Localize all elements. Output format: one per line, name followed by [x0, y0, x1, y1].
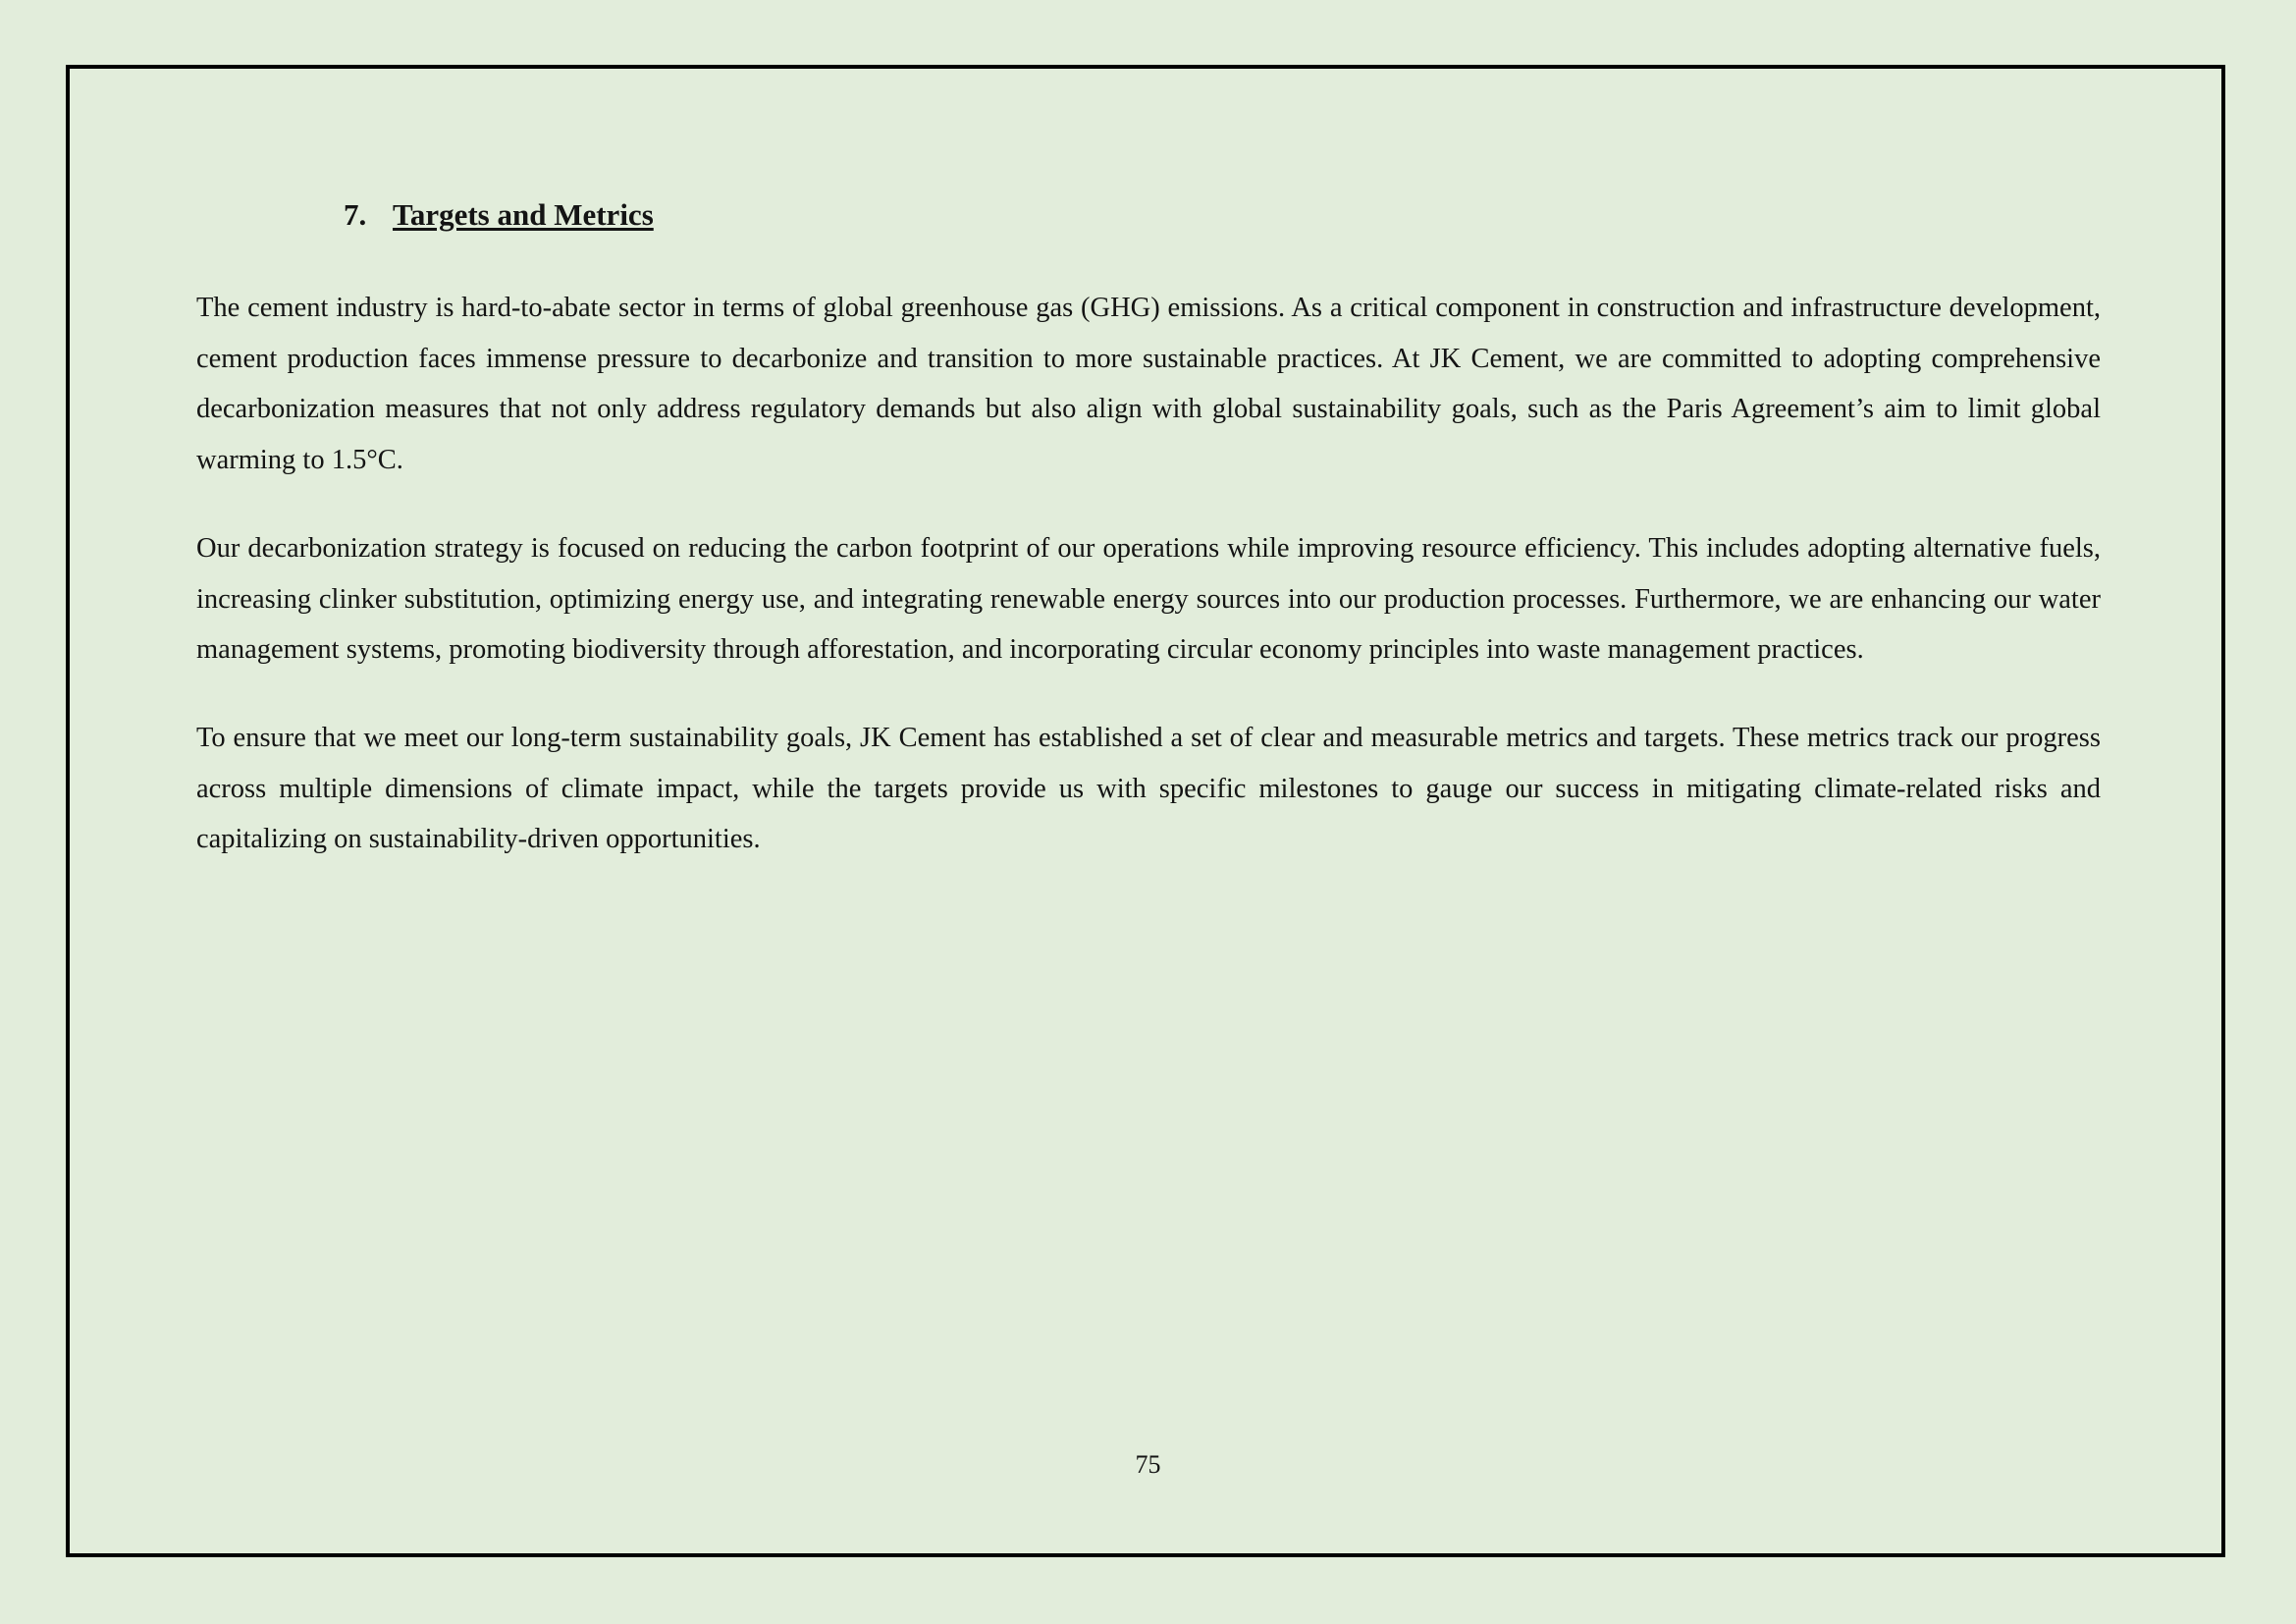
- paragraph-intro: The cement industry is hard-to-abate sector in terms of global greenhouse gas (GHG) emissions. As a critical component in construction and infrastructure development, cement production faces immense pressure to decarbonize and transition to more sustainable practices. At JK Cement, we are committed to adopting comprehensive decarbonization measures that not only address regulatory demands but also align with global sustainability goals, such as the Paris Agreement’s aim to limit global warming to 1.5°C.: [196, 293, 2101, 475]
- paragraph-metrics: To ensure that we meet our long-term sustainability goals, JK Cement has established a set of clear and measurable metrics and targets. These metrics track our progress across multiple dimensions of climate impact, while the targets provide us with specific milestones to gauge our success in mitigating climate-related risks and capitalizing on sustainability-driven opportunities.: [196, 723, 2101, 854]
- section-heading: [344, 190, 654, 240]
- paragraph-strategy: Our decarbonization strategy is focused on reducing the carbon footprint of our operations while improving resource efficiency. This includes adopting alternative fuels, increasing clinker substitution, optimizing energy use, and integrating renewable energy sources into our production processes. Furthermore, we are enhancing our water management systems, promoting biodiversity through afforestation, and incorporating circular economy principles into waste management practices.: [196, 533, 2101, 665]
- section-number: 7.: [344, 197, 367, 232]
- page-number: 75: [1135, 1450, 1161, 1479]
- section-title: Targets and Metrics: [393, 197, 654, 232]
